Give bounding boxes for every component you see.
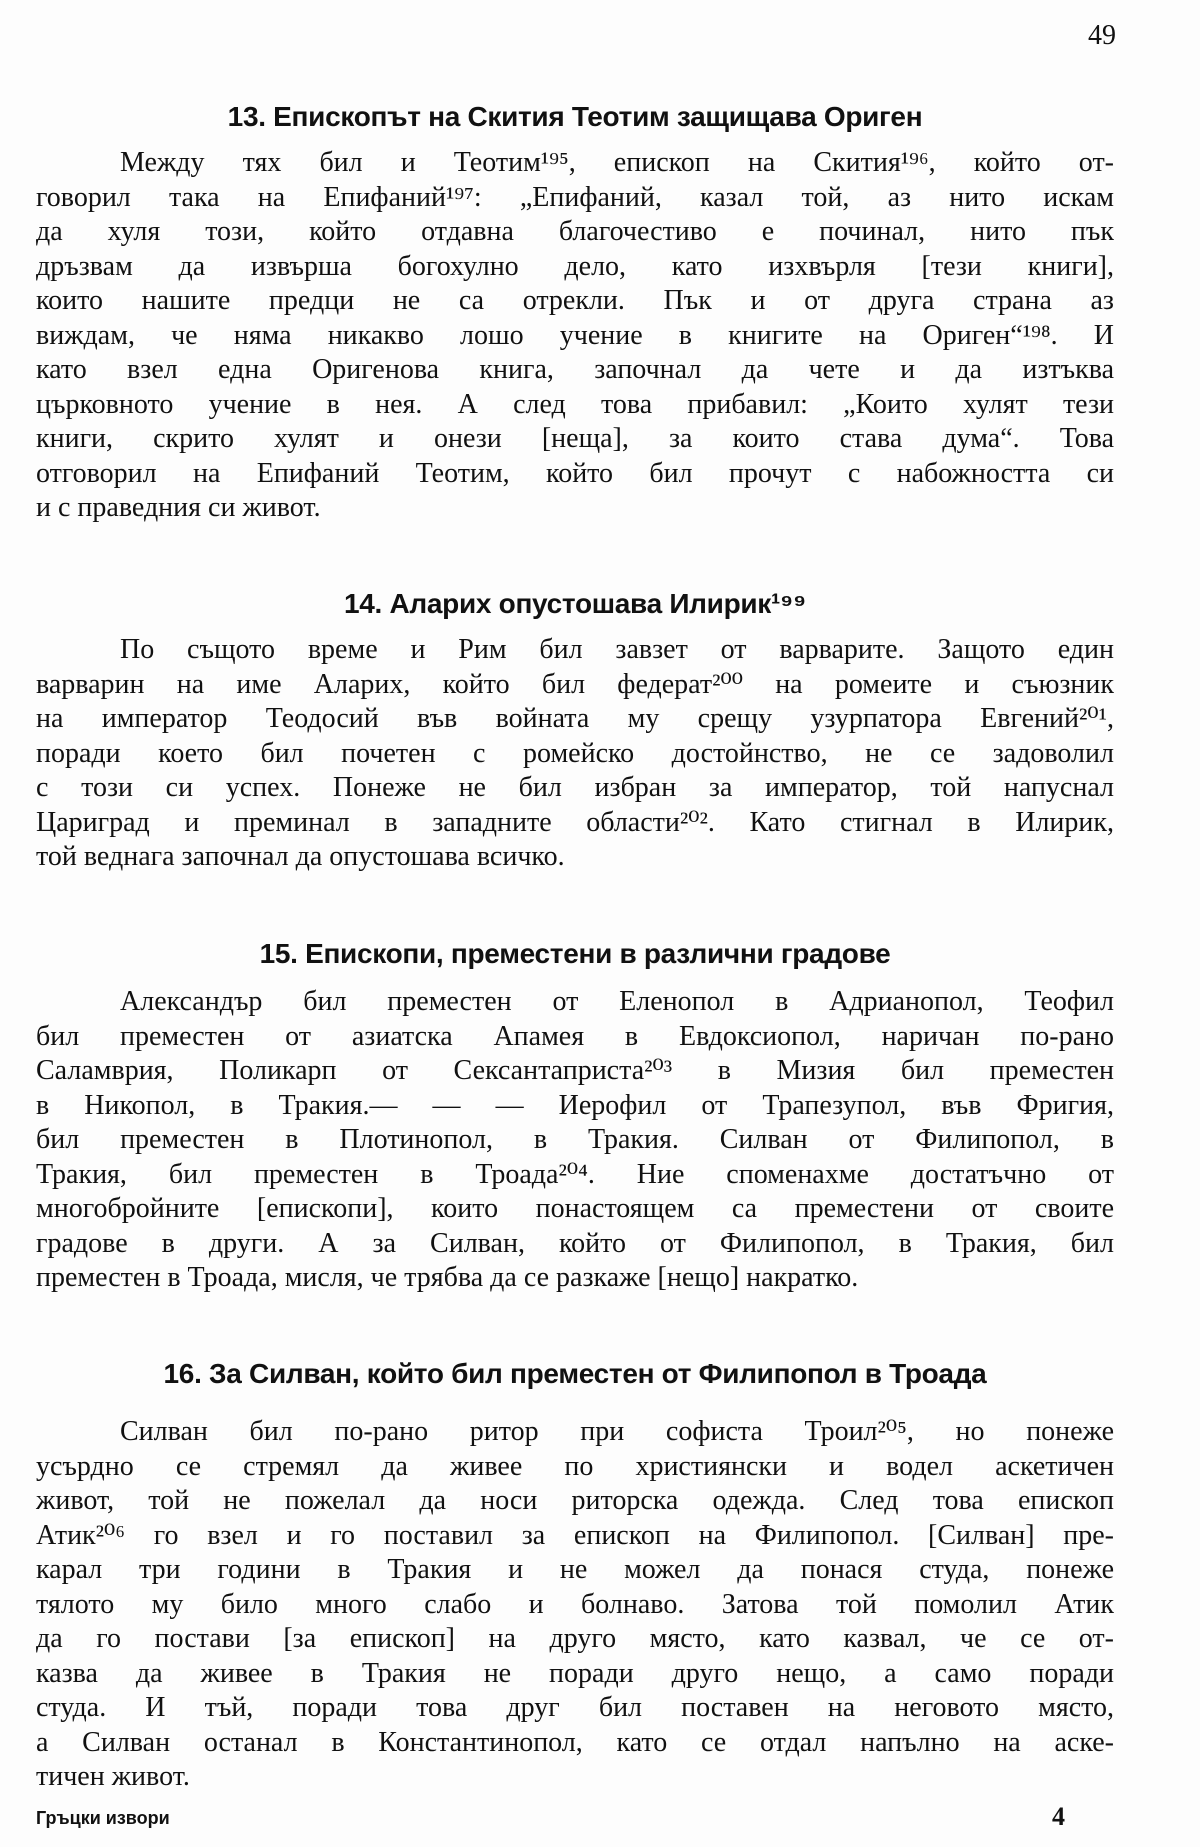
text-line: с този си успех. Понеже не бил избран за император, той напуснал [36,772,1114,803]
text-line: бил преместен от азиатска Апамея в Евдоксиопол, наричан по-рано [36,1020,1114,1052]
text-line: отговорил на Епифаний Теотим, който бил прочут с набожността си [36,457,1114,489]
text-line: преместен в Троада, мисля, че трябва да се разкаже [нещо] накратко. [36,1262,859,1293]
section-heading: 13. Епископът на Скития Теотим защищава Ориген [227,101,923,132]
text-line: Александър бил преместен от Еленопол в Адрианопол, Теофил [120,986,1114,1017]
text-line: казва да живее в Тракия не поради друго нещо, а само поради [36,1657,1114,1689]
footer-book-title: Гръцки извори [36,1808,170,1828]
text-line: дръзвам да извърша богохулно дело, като изхвърля [тези книги], [36,250,1114,282]
text-line: говорил така на Епифаний¹⁹⁷: „Епифаний, казал той, аз нито искам [36,181,1114,213]
text-line: в Никопол, в Тракия.— — — Иерофил от Трапезупол, във Фригия, [36,1089,1114,1121]
text-line: Атик²⁰⁶ го взел и го поставил за епископ на Филипопол. [Силван] пре- [36,1519,1114,1551]
text-line: поради което бил почетен с ромейско достойнство, не се задоволил [36,737,1114,769]
section-14 [36,587,1114,875]
text-line: градове в други. А за Силван, който от Филипопол, в Тракия, бил [36,1227,1114,1259]
section-heading: 15. Епископи, преместени в различни градове [259,938,891,969]
text-line: По същото време и Рим бил завзет от варварите. Защото един [120,634,1114,665]
text-line: Между тях бил и Теотим¹⁹⁵, епископ на Скития¹⁹⁶, който от- [120,147,1114,178]
text-line: усърдно се стремял да живее по християнски и водел аскетичен [36,1450,1114,1482]
text-line: църковното учение в нея. А след това прибавил: „Които хулят тези [36,388,1114,420]
section-heading: 14. Аларих опустошава Илирик¹⁹⁹ [343,588,807,619]
section-13 [36,100,1114,526]
text-line: като взел една Оригенова книга, започнал да чете и да изтъква [36,354,1114,385]
text-line: карал три години в Тракия и не можел да понася студа, понеже [36,1554,1114,1585]
text-line: той веднага започнал да опустошава всичко. [36,841,565,872]
text-line: Цариград и преминал в западните области²⁰². Като стигнал в Илирик, [36,806,1114,838]
text-line: да го постави [за епископ] на друго място, като казвал, че се от- [36,1623,1114,1654]
text-line: книги, скрито хулят и онези [неща], за които става дума“. Това [36,423,1114,454]
text-line: многобройните [епископи], които понастоящем са преместени от своите [36,1193,1114,1224]
text-line: варварин на име Аларих, който бил федерат²⁰⁰ на ромеите и съюзник [36,668,1114,700]
text-line: Тракия, бил преместен в Троада²⁰⁴. Ние споменахме достатъчно от [36,1158,1114,1190]
section-15 [36,937,1114,1296]
text-line: а Силван останал в Константинопол, като се отдал напълно на аске- [36,1726,1114,1758]
text-line: Силван бил по-рано ритор при софиста Троил²⁰⁵, но понеже [120,1416,1114,1447]
text-line: Саламврия, Поликарп от Сексантаприста²⁰³ в Мизия бил преместен [36,1055,1114,1086]
text-line: живот, той не пожелал да носи риторска одежда. След това епископ [36,1485,1114,1516]
section-heading: 16. За Силван, който бил преместен от Филипопол в Троада [163,1358,987,1389]
text-line: на император Теодосий във войната му срещу узурпатора Евгений²⁰¹, [36,703,1114,734]
text-line: да хуля този, който отдавна благочестиво е починал, нито пък [36,216,1114,247]
text-line: които нашите предци не са отрекли. Пък и от друга страна аз [36,285,1114,316]
section-16 [36,1357,1114,1795]
text-line: тялото му било много слабо и болнаво. Затова той помолил Атик [36,1588,1114,1620]
text-line: студа. И тъй, поради това друг бил поставен на неговото място, [36,1692,1114,1723]
text-line: тичен живот. [36,1761,190,1792]
text-line: виждам, че няма никакво лошо учение в книгите на Ориген“¹⁹⁸. И [36,319,1114,351]
page-number: 49 [1088,20,1116,51]
footer-signature-number: 4 [1052,1802,1065,1831]
text-line: и с праведния си живот. [36,492,321,523]
text-line: бил преместен в Плотинопол, в Тракия. Силван от Филипопол, в [36,1124,1114,1155]
